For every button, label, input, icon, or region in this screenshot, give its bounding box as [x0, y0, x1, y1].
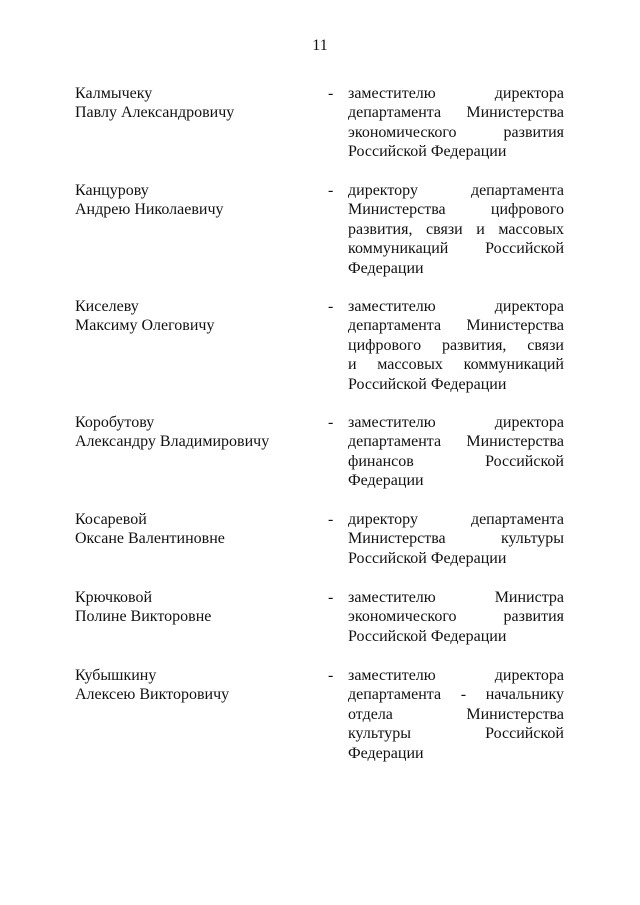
position-line: Российской Федерации: [348, 143, 507, 161]
given-names: Александру Владимировичу: [75, 433, 270, 451]
person-name: [75, 413, 315, 452]
position-line: развития, связи и массовых: [348, 220, 564, 238]
list-item: [0, 413, 640, 510]
position-title: [348, 588, 564, 646]
appointment-list: [0, 84, 640, 782]
given-names: Максиму Олеговичу: [75, 317, 215, 335]
given-names: Оксане Валентиновне: [75, 530, 225, 548]
position-title: [348, 413, 564, 491]
position-title: [348, 510, 564, 568]
position-line: цифрового развития, связи: [348, 336, 564, 354]
dash-separator: -: [328, 589, 334, 606]
position-line: Российской Федерации: [348, 549, 507, 567]
list-item: [0, 297, 640, 413]
position-title: [348, 666, 564, 763]
list-item: [0, 181, 640, 297]
person-name: [75, 297, 315, 336]
position-line: Федерации: [348, 744, 424, 762]
person-name: [75, 588, 315, 627]
position-line: экономического развития: [348, 608, 564, 626]
position-line: и массовых коммуникаций: [348, 356, 564, 374]
position-line: заместителю директора: [348, 85, 564, 102]
surname: Крючковой: [75, 589, 153, 606]
surname: Коробутову: [75, 414, 155, 431]
dash-separator: -: [328, 298, 334, 315]
dash-separator: -: [328, 414, 334, 431]
position-line: Федерации: [348, 472, 424, 490]
page-number: 11: [312, 37, 328, 54]
position-line: департамента Министерства: [348, 433, 564, 451]
position-line: департамента Министерства: [348, 317, 564, 335]
position-title: [348, 181, 564, 278]
surname: Косаревой: [75, 511, 147, 528]
position-line: заместителю директора: [348, 667, 564, 684]
list-item: [0, 84, 640, 181]
position-line: департамента - начальнику: [348, 686, 564, 704]
person-name: [75, 84, 315, 123]
list-item: [0, 510, 640, 588]
position-line: экономического развития: [348, 123, 564, 141]
position-line: заместителю Министра: [348, 589, 564, 606]
person-name: [75, 181, 315, 220]
person-name: [75, 510, 315, 549]
dash-separator: -: [328, 85, 334, 102]
dash-separator: -: [328, 667, 334, 684]
position-line: Министерства цифрового: [348, 201, 564, 219]
position-line: Министерства культуры: [348, 530, 564, 548]
given-names: Полине Викторовне: [75, 608, 212, 626]
position-line: Российской Федерации: [348, 375, 507, 393]
given-names: Андрею Николаевичу: [75, 201, 224, 219]
surname: Канцурову: [75, 182, 149, 199]
given-names: Павлу Александровичу: [75, 104, 235, 122]
given-names: Алексею Викторовичу: [75, 686, 230, 704]
position-title: [348, 297, 564, 394]
position-line: финансов Российской: [348, 452, 564, 470]
dash-separator: -: [328, 511, 334, 528]
position-line: коммуникаций Российской: [348, 240, 564, 258]
position-line: заместителю директора: [348, 414, 564, 431]
person-name: [75, 666, 315, 705]
position-line: культуры Российской: [348, 725, 564, 743]
dash-separator: -: [328, 182, 334, 199]
position-line: директору департамента: [348, 182, 564, 199]
surname: Кубышкину: [75, 667, 157, 684]
position-line: директору департамента: [348, 511, 564, 528]
position-line: заместителю директора: [348, 298, 564, 315]
position-line: Федерации: [348, 259, 424, 277]
surname: Киселеву: [75, 298, 139, 315]
list-item: [0, 666, 640, 782]
position-title: [348, 84, 564, 162]
position-line: департамента Министерства: [348, 104, 564, 122]
surname: Калмычеку: [75, 85, 153, 102]
position-line: отдела Министерства: [348, 705, 564, 723]
list-item: [0, 588, 640, 666]
position-line: Российской Федерации: [348, 627, 507, 645]
